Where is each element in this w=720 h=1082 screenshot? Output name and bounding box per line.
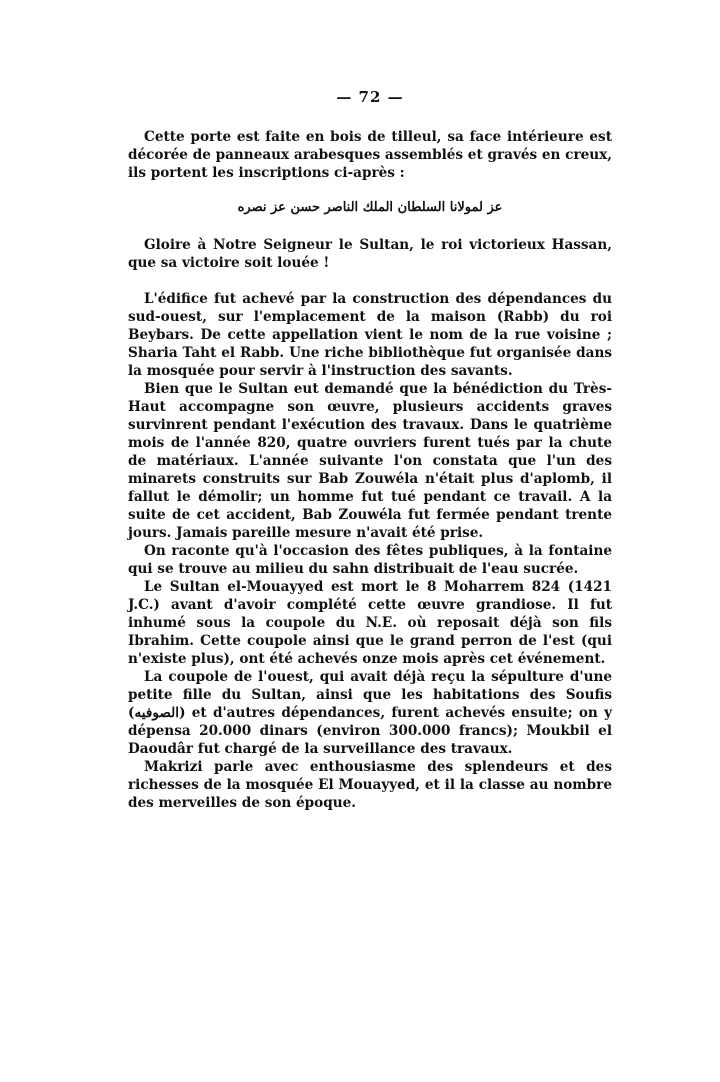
paragraph-makrizi: Makrizi parle avec enthousiasme des splendeurs et des richesses de la mosquée El Mouayyed, et il la classe au nombre des merveilles de son époque. (128, 759, 612, 811)
paragraph-fountain: On raconte qu'à l'occasion des fêtes publiques, à la fontaine qui se trouve au milieu du sahn distribuait de l'eau sucrée. (128, 543, 612, 577)
paragraph-door-description: Cette porte est faite en bois de tilleul, sa face intérieure est décorée de panneaux arabesques assemblés et gravés en creux, ils portent les inscriptions ci-après : (128, 129, 612, 181)
paragraph-inscription-translation: Gloire à Notre Seigneur le Sultan, le roi victorieux Hassan, que sa victoire soit louée ! (128, 237, 612, 271)
paragraph-completion: L'édifice fut achevé par la construction des dépendances du sud-ouest, sur l'emplacement de la maison (Rabb) du roi Beybars. De cette appellation vient le nom de la rue voisine ; Sharia Taht el Rabb. Une riche bibliothèque fut organisée dans la mosquée pour servir à l'instruction des savants. (128, 291, 612, 379)
paragraph-accidents: Bien que le Sultan eut demandé que la bénédiction du Très-Haut accompagne son œuvre, plusieurs accidents graves survinrent pendant l'exécution des travaux. Dans le quatrième mois de l'année 820, quatre ouvriers furent tués par la chute de matériaux. L'année suivante l'on constata que l'un des minarets construits sur Bab Zouwéla n'était plus d'aplomb, il fallut le démolir; un homme fut tué pendant ce travail. A la suite de cet accident, Bab Zouwéla fut fermée pendant trente jours. Jamais pareille mesure n'avait été prise. (128, 381, 612, 541)
paragraph-west-dome: La coupole de l'ouest, qui avait déjà reçu la sépulture d'une petite fille du Sultan, ainsi que les habitations des Soufis (الصوفيه) et d'autres dépendances, furent achevés ensuite; on y dépensa 20.000 dinars (environ 300.000 francs); Moukbil el Daoudâr fut chargé de la surveillance des travaux. (128, 669, 612, 757)
paragraph-sultan-death: Le Sultan el-Mouayyed est mort le 8 Moharrem 824 (1421 J.C.) avant d'avoir complété cette œuvre grandiose. Il fut inhumé sous la coupole du N.E. où reposait déjà son fils Ibrahim. Cette coupole ainsi que le grand perron de l'est (qui n'existe plus), ont été achevés onze mois après cet événement. (128, 579, 612, 667)
page-number: — 72 — (336, 88, 404, 106)
arabic-inscription: عز لمولانا السلطان الملك الناصر حسن عز نصره (237, 200, 503, 215)
book-page (128, 86, 612, 812)
